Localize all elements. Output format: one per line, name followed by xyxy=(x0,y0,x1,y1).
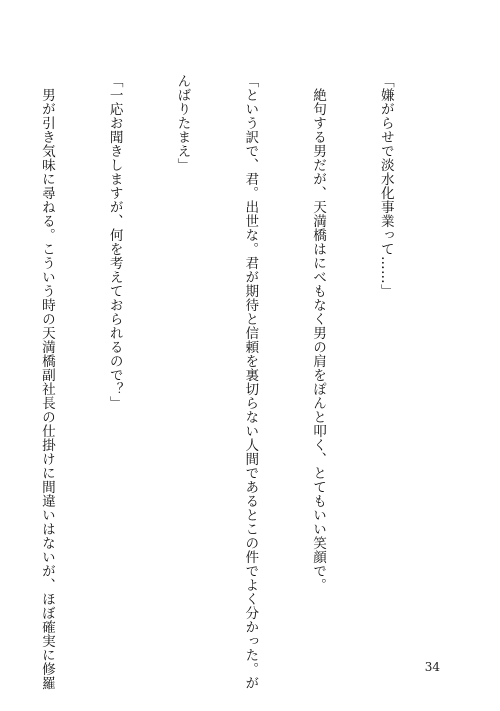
text-line: 「嫌がらせで淡水化事業って……」 xyxy=(377,74,394,298)
text-line: んばりたまえ」 xyxy=(174,74,191,172)
text-line: 絶句する男だが、天満橋はにべもなく男の肩をぽんと叩く、とてもいい笑顔で。 xyxy=(310,74,327,592)
text-line: 「という訳で、君。出世な。君が期待と信頼を裏切らない人間であるとこの件でよく分かった。が xyxy=(242,74,259,690)
text-line: 男が引き気味に尋ねる。こういう時の天満橋副社長の仕掛けに間違いはないが、ほぼ確実に修羅 xyxy=(38,74,55,690)
text-line: 「一応お聞きしますが、何を考えておられるので？」 xyxy=(106,74,123,410)
page-number: 34 xyxy=(424,660,440,674)
